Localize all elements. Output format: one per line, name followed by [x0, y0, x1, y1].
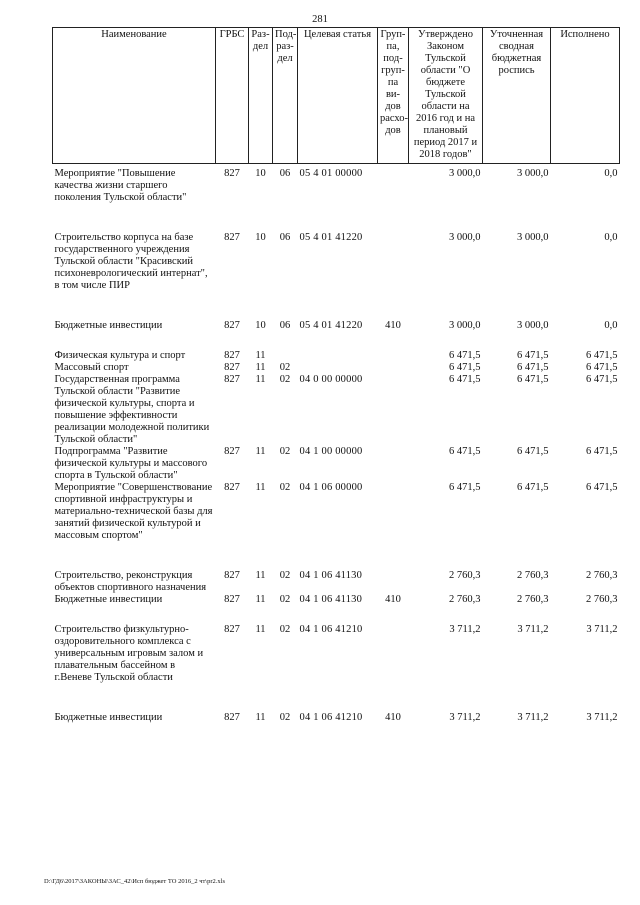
cell-grbs: 827: [224, 482, 240, 493]
cell-refined: 3 000,0: [517, 320, 549, 331]
cell-refined: 6 471,5: [517, 350, 549, 361]
cell-refined: 3 000,0: [517, 232, 549, 243]
cell-refined: 3 000,0: [517, 168, 549, 179]
cell-refined: 6 471,5: [517, 374, 549, 385]
cell-razdel: 11: [255, 624, 266, 635]
cell-name: Строительство корпуса на базе государственного учреждения Тульской области "Красивский психоневрологический интернат", в том числе ПИР: [54, 232, 208, 291]
cell-statya: [298, 332, 378, 362]
cell-executed: 6 471,5: [586, 374, 618, 385]
cell-podrazdel: 02: [279, 624, 291, 635]
table-row: [53, 684, 620, 724]
cell-executed: 0,0: [604, 232, 618, 243]
cell-executed: 3 711,2: [586, 712, 618, 723]
cell-name: Подпрограмма "Развитие физической культуры и массового спорта в Тульской области": [54, 446, 208, 481]
cell-vid: [378, 446, 409, 482]
cell-approved: 6 471,5: [449, 446, 481, 457]
cell-approved: 2 760,3: [449, 570, 481, 581]
cell-executed: 6 471,5: [586, 446, 618, 457]
table-row: [53, 332, 620, 362]
table-header-row: [53, 28, 620, 164]
cell-grbs: 827: [224, 374, 240, 385]
table-row: [53, 446, 620, 482]
cell-refined: 2 760,3: [517, 594, 549, 605]
cell-approved: 6 471,5: [449, 374, 481, 385]
cell-podrazdel: 02: [279, 712, 291, 723]
cell-refined: 6 471,5: [517, 362, 549, 373]
cell-executed: 6 471,5: [586, 482, 618, 493]
table-row: [53, 542, 620, 594]
header-name: Наименование: [53, 28, 216, 164]
cell-refined: 6 471,5: [517, 482, 549, 493]
cell-approved: 2 760,3: [449, 594, 481, 605]
cell-vid: [378, 606, 409, 684]
cell-statya: 05 4 01 00000: [299, 168, 363, 179]
cell-name: Мероприятие "Совершенствование спортивной инфраструктуры и материально-технической базы для занятий физической культурой и массовым спортом": [54, 482, 213, 541]
cell-podrazdel: 02: [279, 482, 291, 493]
cell-executed: 0,0: [604, 320, 618, 331]
cell-statya: 04 1 06 00000: [299, 482, 363, 493]
cell-statya: 04 1 06 41130: [299, 570, 363, 581]
cell-razdel: 11: [255, 570, 266, 581]
cell-podrazdel: 06: [279, 320, 291, 331]
cell-vid: 410: [385, 320, 401, 331]
cell-vid: [378, 542, 409, 594]
cell-refined: 3 711,2: [517, 624, 549, 635]
cell-grbs: 827: [224, 594, 240, 605]
cell-razdel: 11: [255, 482, 266, 493]
cell-razdel: 11: [255, 374, 266, 385]
table-row: [53, 606, 620, 684]
cell-razdel: 10: [255, 232, 266, 243]
cell-razdel: 11: [255, 350, 266, 361]
cell-grbs: 827: [224, 362, 240, 373]
cell-name: Бюджетные инвестиции: [54, 712, 163, 723]
table-row: [53, 362, 620, 374]
header-razdel: Раз-дел: [249, 28, 273, 164]
cell-vid: 410: [385, 712, 401, 723]
cell-name: Государственная программа Тульской области "Развитие физической культуры, спорта и повышение эффективности реализации молодежной политики Тульской области": [54, 374, 210, 445]
cell-razdel: 11: [255, 446, 266, 457]
cell-statya: 04 1 00 00000: [299, 446, 363, 457]
cell-statya: [298, 362, 378, 374]
cell-podrazdel: 06: [279, 168, 291, 179]
cell-razdel: 11: [255, 712, 266, 723]
cell-executed: 6 471,5: [586, 350, 618, 361]
cell-approved: 3 000,0: [449, 320, 481, 331]
cell-podrazdel: [273, 332, 298, 362]
cell-vid: 410: [385, 594, 401, 605]
cell-name: Мероприятие "Повышение качества жизни старшего поколения Тульской области": [54, 168, 187, 203]
cell-statya: 05 4 01 41220: [299, 232, 363, 243]
cell-razdel: 10: [255, 168, 266, 179]
header-approved: Утверждено Законом Тульской области "О бюджете Тульской области на 2016 год и на плановый период 2017 и 2018 годов": [409, 28, 483, 164]
header-grbs: ГРБС: [216, 28, 249, 164]
cell-vid: [378, 332, 409, 362]
header-refined: Уточненная сводная бюджетная роспись: [483, 28, 551, 164]
cell-statya: 04 1 06 41210: [299, 712, 363, 723]
header-executed: Исполнено: [551, 28, 620, 164]
cell-razdel: 10: [255, 320, 266, 331]
cell-statya: 04 1 06 41130: [299, 594, 363, 605]
cell-razdel: 11: [255, 594, 266, 605]
header-statya: Целевая статья: [298, 28, 378, 164]
cell-podrazdel: 02: [279, 374, 291, 385]
cell-name: Массовый спорт: [54, 362, 129, 373]
cell-refined: 2 760,3: [517, 570, 549, 581]
cell-grbs: 827: [224, 712, 240, 723]
cell-statya: 05 4 01 41220: [299, 320, 363, 331]
cell-razdel: 11: [255, 362, 266, 373]
cell-vid: [378, 164, 409, 205]
cell-executed: 6 471,5: [586, 362, 618, 373]
table-row: [53, 482, 620, 542]
cell-approved: 3 000,0: [449, 168, 481, 179]
page-number: 281: [312, 14, 328, 25]
cell-name: Физическая культура и спорт: [54, 350, 186, 361]
cell-name: Бюджетные инвестиции: [54, 320, 163, 331]
cell-grbs: 827: [224, 624, 240, 635]
cell-refined: 3 711,2: [517, 712, 549, 723]
cell-approved: 6 471,5: [449, 482, 481, 493]
cell-podrazdel: 02: [279, 362, 291, 373]
cell-podrazdel: 02: [279, 570, 291, 581]
cell-approved: 3 711,2: [449, 712, 481, 723]
header-podrazdel: Под-раз-дел: [273, 28, 298, 164]
cell-vid: [378, 482, 409, 542]
cell-statya: 04 1 06 41210: [299, 624, 363, 635]
cell-podrazdel: 06: [279, 232, 291, 243]
cell-executed: 3 711,2: [586, 624, 618, 635]
cell-grbs: 827: [224, 320, 240, 331]
cell-podrazdel: 02: [279, 594, 291, 605]
footer-file-path: D:\ГД6\2017\ЗАКОНЫ\ЗАС_42\Исп бюджет ТО 2016_2 чт\pr2.xls: [44, 878, 225, 885]
cell-grbs: 827: [224, 570, 240, 581]
table-row: [53, 594, 620, 606]
table-row: [53, 204, 620, 292]
cell-grbs: 827: [224, 168, 240, 179]
table-row: [53, 292, 620, 332]
table-row: [53, 374, 620, 446]
cell-approved: 6 471,5: [449, 350, 481, 361]
cell-statya: 04 0 00 00000: [299, 374, 363, 385]
cell-grbs: 827: [224, 446, 240, 457]
cell-refined: 6 471,5: [517, 446, 549, 457]
cell-grbs: 827: [224, 232, 240, 243]
cell-approved: 6 471,5: [449, 362, 481, 373]
cell-name: Бюджетные инвестиции: [54, 594, 163, 605]
cell-vid: [378, 204, 409, 292]
cell-executed: 2 760,3: [586, 570, 618, 581]
cell-executed: 0,0: [604, 168, 618, 179]
table-row: [53, 164, 620, 205]
cell-vid: [378, 362, 409, 374]
cell-name: Строительство физкультурно-оздоровительного комплекса с универсальным игровым залом и плавательным бассейном в г.Веневе Тульской области: [54, 624, 204, 683]
cell-approved: 3 000,0: [449, 232, 481, 243]
header-vid: Груп-па, под-груп-па ви-дов расхо-дов: [378, 28, 409, 164]
cell-podrazdel: 02: [279, 446, 291, 457]
cell-grbs: 827: [224, 350, 240, 361]
cell-name: Строительство, реконструкция объектов спортивного назначения: [54, 570, 207, 593]
budget-table: [52, 27, 620, 724]
cell-approved: 3 711,2: [449, 624, 481, 635]
cell-vid: [378, 374, 409, 446]
cell-executed: 2 760,3: [586, 594, 618, 605]
